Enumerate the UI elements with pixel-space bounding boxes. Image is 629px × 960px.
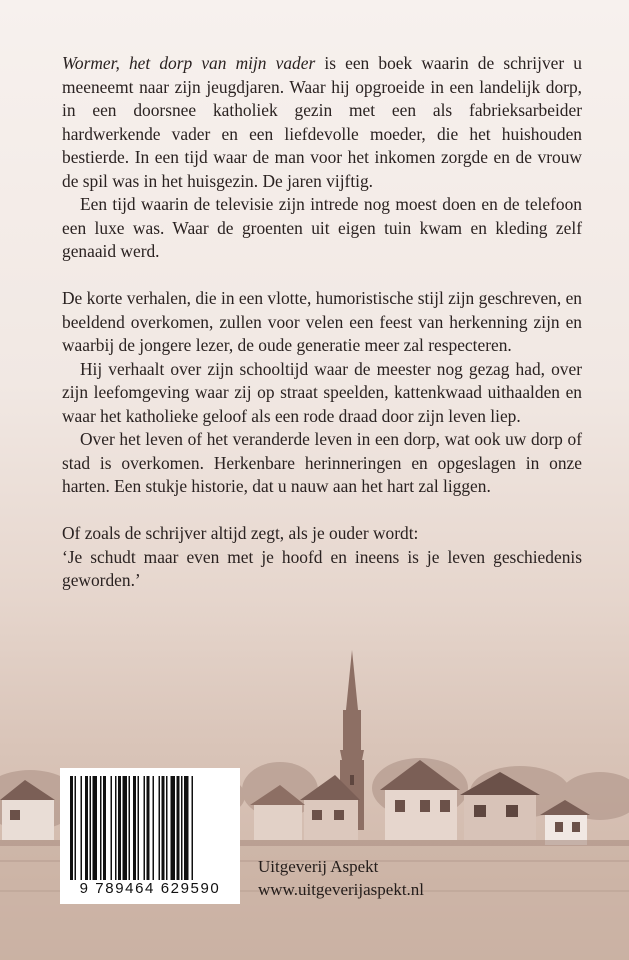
barcode-bar	[171, 776, 176, 880]
barcode-bar	[111, 776, 113, 880]
barcode-bar	[81, 776, 83, 880]
barcode-bar	[93, 776, 98, 880]
barcode-bar	[147, 776, 150, 880]
barcode-bar	[133, 776, 136, 880]
barcode-bar	[115, 776, 117, 880]
barcode-bars	[68, 776, 232, 880]
blurb-paragraph-5: Over het leven of het veranderde leven in een dorp, wat ook uw dorp of stad is overkomen. Herkenbare herinneringen en opgeslagen in onze harten. Een stukje historie, dat u nauw aan het hart zal liggen.	[62, 429, 582, 496]
barcode-bar	[159, 776, 161, 880]
barcode-bar	[153, 776, 155, 880]
barcode-bar	[184, 776, 189, 880]
barcode-bar	[129, 776, 131, 880]
publisher-info	[258, 855, 424, 901]
barcode-bar	[118, 776, 121, 880]
barcode-bar	[144, 776, 146, 880]
blurb-paragraph-3: De korte verhalen, die in een vlotte, humoristische stijl zijn geschreven, en beeldend overkomen, zullen voor velen een feest van herkenning zijn en waarbij de jongere lezer, de oude generatie meer zal respecteren.	[62, 288, 582, 355]
barcode-bar	[90, 776, 92, 880]
isbn-barcode	[60, 768, 240, 904]
blurb-paragraph-2: Een tijd waarin de televisie zijn intrede nog moest doen en de telefoon een luxe was. Waar de groenten uit eigen tuin kwam en kleding zelf genaaid werd.	[62, 194, 582, 261]
closing-quote: ‘Je schudt maar even met je hoofd en ineens is je leven geschiedenis geworden.’	[62, 546, 582, 590]
barcode-bar	[162, 776, 165, 880]
blurb-paragraph-1	[62, 52, 582, 193]
barcode-bar	[192, 776, 194, 880]
barcode-bar	[100, 776, 102, 880]
barcode-bar	[181, 776, 183, 880]
barcode-bar	[123, 776, 128, 880]
blurb-paragraph-4: Hij verhaalt over zijn schooltijd waar de meester nog gezag had, over zijn leefomgeving waar zij op straat speelden, kattenkwaad uithaalden en waar het katholieke geloof als een rode draad door zijn leven liep.	[62, 358, 582, 426]
publisher-name: Uitgeverij Aspekt	[258, 857, 379, 876]
barcode-bar	[177, 776, 180, 880]
publisher-url: www.uitgeverijaspekt.nl	[258, 880, 425, 899]
barcode-bar	[70, 776, 73, 880]
barcode-bar	[166, 776, 168, 880]
book-title-italic: Wormer, het dorp van mijn vader	[62, 53, 316, 73]
back-cover-blurb	[62, 52, 582, 593]
barcode-bar	[75, 776, 77, 880]
barcode-bar	[85, 776, 88, 880]
isbn-number: 9 789464 629590	[79, 880, 221, 897]
closing-quote-intro: Of zoals de schrijver altijd zegt, als je ouder wordt:	[62, 523, 419, 543]
blurb-paragraph-1-text: is een boek waarin de schrijver u meeneemt naar zijn jeugdjaren. Waar hij opgroeide in een landelijk dorp, in een doorsnee katholiek gezin met een als fabrieksarbeider hardwerkende vader en een liefdevolle moeder, die het huishouden bestierde. In een tijd waar de man voor het inkomen zorgde en de vrouw de spil was in het huisgezin. De jaren vijftig.	[62, 53, 582, 191]
barcode-bar	[103, 776, 106, 880]
barcode-bar	[138, 776, 140, 880]
